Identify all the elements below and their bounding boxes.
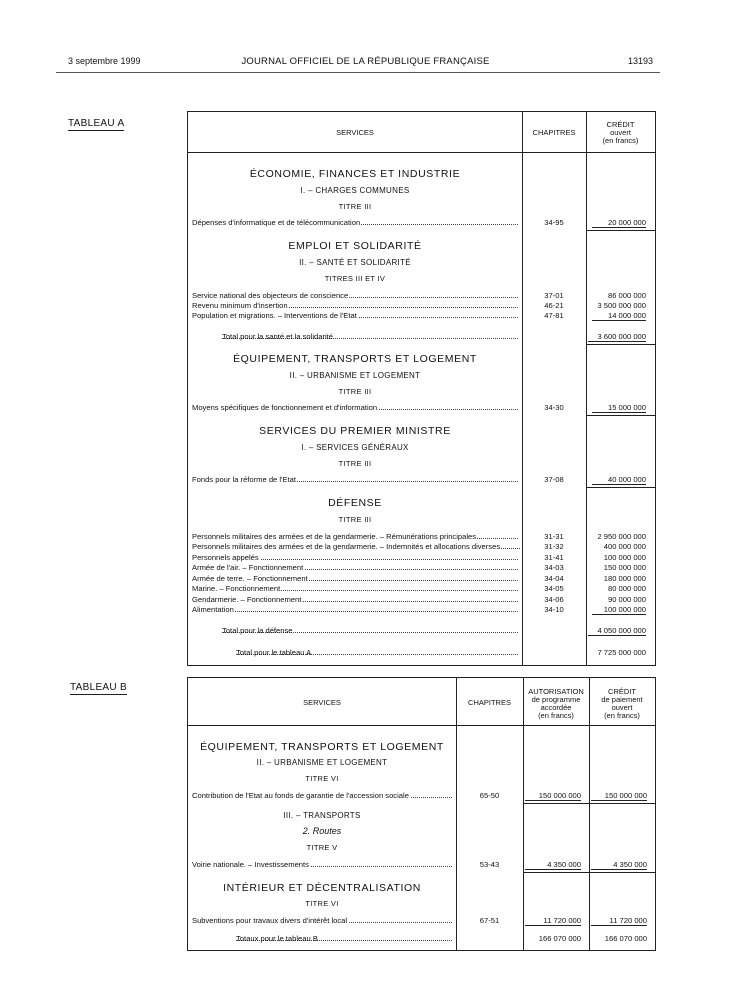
col-header-chapitres: CHAPITRES bbox=[532, 128, 576, 137]
col-header-chapitres: CHAPITRES bbox=[468, 698, 511, 707]
credit-value: 90 000 000 bbox=[607, 595, 646, 604]
chapitre-value: 34-05 bbox=[544, 584, 564, 593]
grand-total-row: Totaux pour le tableau B bbox=[236, 934, 452, 943]
credit-value: 15 000 000 bbox=[592, 403, 646, 413]
table-row: Dépenses d'informatique et de télécommunication bbox=[192, 218, 518, 227]
col-header-credit: CRÉDIT ouvert (en francs) bbox=[602, 120, 639, 145]
col-header-credit: CRÉDIT de paiement ouvert (en francs) bbox=[601, 687, 643, 720]
credit-value: 150 000 000 bbox=[603, 563, 646, 572]
autorisation-value: 150 000 000 bbox=[525, 791, 581, 801]
section-titre: TITRE V bbox=[306, 843, 338, 852]
table-row: Personnels militaires des armées et de la gendarmerie. – Rémunérations principales bbox=[192, 532, 518, 541]
section-subtitle: II. – URBANISME ET LOGEMENT bbox=[289, 371, 421, 380]
chapitre-value: 46-21 bbox=[544, 301, 564, 310]
table-row: Voirie nationale. – Investissements bbox=[192, 860, 452, 869]
header-divider bbox=[188, 152, 655, 153]
chapitre-value: 37-01 bbox=[544, 291, 564, 300]
table-row: Armée de l'air. – Fonctionnement bbox=[192, 563, 518, 572]
rule bbox=[586, 230, 655, 231]
section-titre: TITRES III ET IV bbox=[324, 274, 386, 283]
autorisation-value: 4 350 000 bbox=[525, 860, 581, 870]
section-title: SERVICES DU PREMIER MINISTRE bbox=[259, 425, 451, 437]
table-row: Alimentation bbox=[192, 605, 518, 614]
credit-value: 100 000 000 bbox=[603, 553, 646, 562]
grand-total-credit: 166 070 000 bbox=[604, 934, 647, 943]
tableau-b bbox=[187, 677, 656, 951]
col-header-autorisation: AUTORISATION de programme accordée (en francs) bbox=[528, 687, 584, 720]
chapitre-value: 34-04 bbox=[544, 574, 564, 583]
table-row: Marine. – Fonctionnement bbox=[192, 584, 518, 593]
subtotal-value: 4 050 000 000 bbox=[588, 626, 646, 636]
col-header-services: SERVICES bbox=[303, 698, 341, 707]
credit-value: 150 000 000 bbox=[591, 791, 647, 801]
credit-value: 2 950 000 000 bbox=[597, 532, 646, 541]
section-subtitle: II. – URBANISME ET LOGEMENT bbox=[256, 758, 388, 767]
credit-value: 400 000 000 bbox=[603, 542, 646, 551]
credit-value: 80 000 000 bbox=[607, 584, 646, 593]
section-titre: TITRE VI bbox=[305, 774, 339, 783]
table-row: Personnels militaires des armées et de la gendarmerie. – Indemnités et allocations diverses bbox=[192, 542, 520, 551]
header-rule bbox=[56, 72, 660, 73]
subtotal-row: Total pour la défense bbox=[222, 626, 518, 635]
section-subtitle: III. – TRANSPORTS bbox=[283, 811, 361, 820]
chapitre-value: 34-06 bbox=[544, 595, 564, 604]
table-row: Gendarmerie. – Fonctionnement bbox=[192, 595, 518, 604]
chapitre-value: 34-10 bbox=[544, 605, 564, 614]
section-subtitle-italic: 2. Routes bbox=[302, 826, 342, 836]
tableau-a bbox=[187, 111, 656, 666]
col-divider bbox=[586, 112, 587, 665]
section-title: ÉQUIPEMENT, TRANSPORTS ET LOGEMENT bbox=[233, 353, 477, 365]
chapitre-value: 31-31 bbox=[544, 532, 564, 541]
header-date: 3 septembre 1999 bbox=[68, 56, 141, 66]
credit-value: 180 000 000 bbox=[603, 574, 646, 583]
subtotal-value: 3 600 000 000 bbox=[588, 332, 646, 342]
section-titre: TITRE III bbox=[338, 459, 372, 468]
section-titre: TITRE III bbox=[338, 387, 372, 396]
credit-value: 4 350 000 bbox=[591, 860, 647, 870]
table-row: Contribution de l'Etat au fonds de garantie de l'accession sociale bbox=[192, 791, 452, 800]
grand-total-value: 7 725 000 000 bbox=[597, 648, 646, 657]
section-title: ÉCONOMIE, FINANCES ET INDUSTRIE bbox=[249, 168, 461, 180]
chapitre-value: 67-51 bbox=[479, 916, 500, 925]
rule bbox=[586, 415, 655, 416]
col-divider bbox=[456, 678, 457, 950]
section-title: DÉFENSE bbox=[328, 497, 382, 509]
section-title: INTÉRIEUR ET DÉCENTRALISATION bbox=[223, 882, 421, 894]
table-row: Subventions pour travaux divers d'intérêt local bbox=[192, 916, 452, 925]
credit-value: 14 000 000 bbox=[592, 311, 646, 321]
table-row: Service national des objecteurs de conscience bbox=[192, 291, 518, 300]
table-row: Armée de terre. – Fonctionnement bbox=[192, 574, 518, 583]
autorisation-value: 11 720 000 bbox=[525, 916, 581, 926]
section-titre: TITRE VI bbox=[305, 899, 339, 908]
table-row: Personnels appelés bbox=[192, 553, 518, 562]
header-journal-title: JOURNAL OFFICIEL DE LA RÉPUBLIQUE FRANÇAISE bbox=[241, 56, 490, 67]
section-subtitle: I. – CHARGES COMMUNES bbox=[300, 186, 410, 195]
tableau-b-label: TABLEAU B bbox=[70, 682, 127, 693]
credit-value: 3 500 000 000 bbox=[597, 301, 646, 310]
chapitre-value: 37-08 bbox=[544, 475, 564, 484]
credit-value: 20 000 000 bbox=[592, 218, 646, 228]
chapitre-value: 34-03 bbox=[544, 563, 564, 572]
section-title: ÉQUIPEMENT, TRANSPORTS ET LOGEMENT bbox=[200, 741, 444, 753]
section-title: EMPLOI ET SOLIDARITÉ bbox=[288, 240, 422, 252]
chapitre-value: 31-41 bbox=[544, 553, 564, 562]
rule bbox=[523, 872, 655, 873]
table-row: Revenu minimum d'insertion bbox=[192, 301, 518, 310]
chapitre-value: 65-50 bbox=[479, 791, 500, 800]
table-row: Fonds pour la réforme de l'Etat bbox=[192, 475, 518, 484]
rule bbox=[523, 803, 655, 804]
table-row: Moyens spécifiques de fonctionnement et d'information bbox=[192, 403, 518, 412]
chapitre-value: 53-43 bbox=[479, 860, 500, 869]
rule bbox=[586, 344, 655, 345]
tableau-a-label: TABLEAU A bbox=[68, 118, 125, 129]
header-page-number: 13193 bbox=[627, 56, 653, 66]
credit-value: 86 000 000 bbox=[607, 291, 646, 300]
section-titre: TITRE III bbox=[338, 515, 372, 524]
col-header-services: SERVICES bbox=[336, 128, 374, 137]
table-row: Population et migrations. – Interventions de l'Etat bbox=[192, 311, 518, 320]
credit-value: 40 000 000 bbox=[592, 475, 646, 485]
grand-total-autorisation: 166 070 000 bbox=[538, 934, 581, 943]
credit-value: 100 000 000 bbox=[592, 605, 646, 615]
chapitre-value: 47-81 bbox=[544, 311, 564, 320]
credit-value: 11 720 000 bbox=[591, 916, 647, 926]
chapitre-value: 34-95 bbox=[544, 218, 564, 227]
section-titre: TITRE III bbox=[338, 202, 372, 211]
subtotal-row: Total pour la santé et la solidarité bbox=[222, 332, 518, 341]
grand-total-row: Total pour le tableau A bbox=[236, 648, 518, 657]
rule bbox=[586, 487, 655, 488]
section-subtitle: II. – SANTÉ ET SOLIDARITÉ bbox=[299, 258, 411, 267]
chapitre-value: 34-30 bbox=[544, 403, 564, 412]
section-subtitle: I. – SERVICES GÉNÉRAUX bbox=[301, 443, 409, 452]
chapitre-value: 31-32 bbox=[544, 542, 564, 551]
header-divider bbox=[188, 725, 655, 726]
